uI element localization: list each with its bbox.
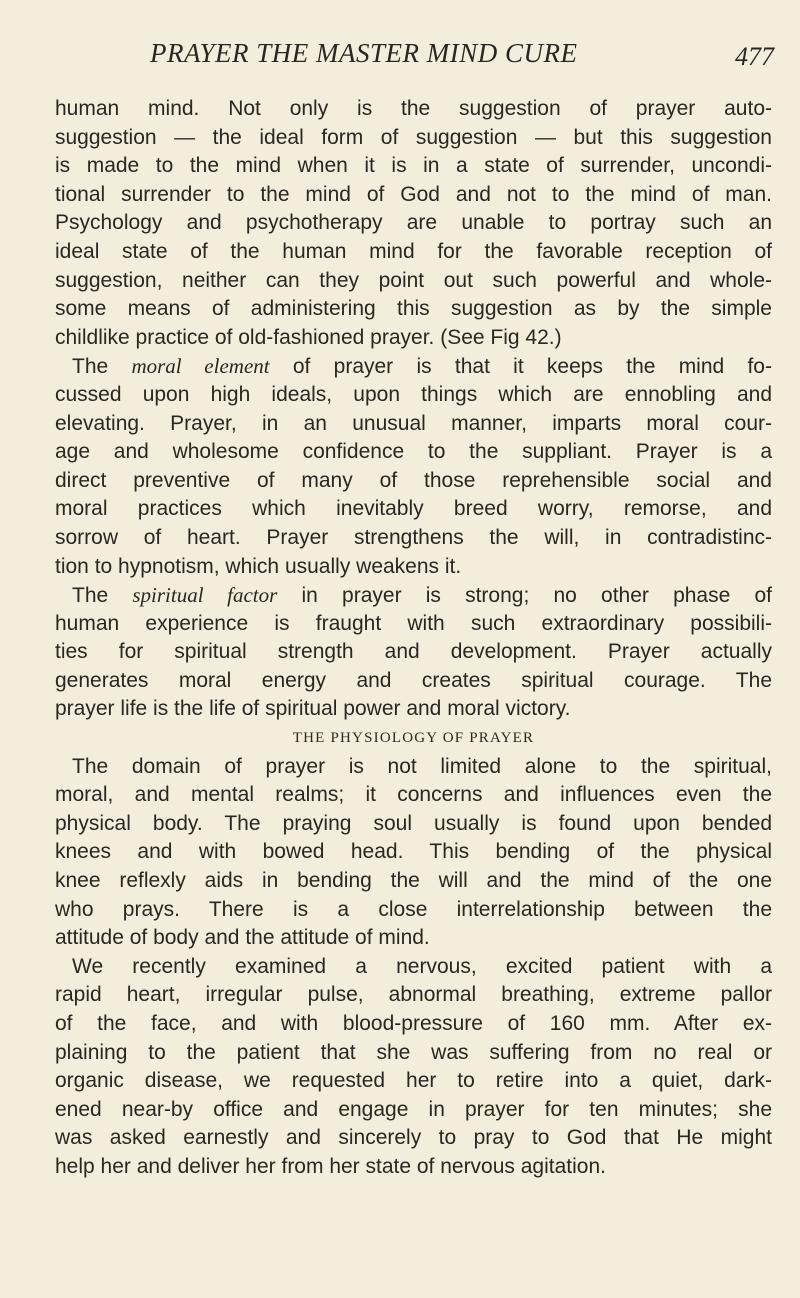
text-line: knee reflexly aids in bending the will and the mind of the one bbox=[55, 869, 772, 893]
text-line: of the face, and with blood-pressure of 160 mm. After ex- bbox=[55, 1012, 772, 1035]
text-line: cussed upon high ideals, upon things which are ennobling and bbox=[55, 382, 772, 406]
text-line: help her and deliver her from her state of nervous agitation. bbox=[55, 1154, 606, 1178]
running-title: PRAYER THE MASTER MIND CURE bbox=[150, 38, 578, 68]
text-line: knees and with bowed head. This bending of the physical bbox=[55, 840, 772, 864]
line-text: of prayer is that it keeps the mind fo- bbox=[269, 355, 772, 379]
text-line: attitude of body and the attitude of mind. bbox=[55, 926, 430, 950]
text-line: sorrow of heart. Prayer strengthens the will, in contradistinc- bbox=[55, 525, 772, 549]
text-line: ties for spiritual strength and development. Prayer actually bbox=[55, 640, 772, 664]
italic-phrase: spiritual factor bbox=[132, 583, 278, 608]
text-line: suggestion, neither can they point out such powerful and whole- bbox=[55, 268, 772, 292]
text-line: childlike practice of old-fashioned prayer. (See Fig 42.) bbox=[55, 325, 562, 349]
text-line: physical body. The praying soul usually is found upon bended bbox=[55, 811, 772, 835]
text-line: age and wholesome confidence to the suppliant. Prayer is a bbox=[55, 440, 772, 464]
text-line: ened near-by office and engage in prayer for ten minutes; she bbox=[55, 1097, 772, 1121]
text-line: some means of administering this suggestion as by the simple bbox=[55, 297, 772, 321]
text-line: who prays. There is a close interrelationship between the bbox=[55, 897, 772, 921]
text-line: We recently examined a nervous, excited patient with a bbox=[72, 954, 772, 978]
text-line: tional surrender to the mind of God and not to the mind of man. bbox=[55, 182, 772, 206]
text-line: ideal state of the human mind for the favorable reception of bbox=[55, 239, 772, 263]
text-line: was asked earnestly and sincerely to pray to God that He might bbox=[55, 1126, 772, 1150]
section-heading: THE PHYSIOLOGY OF PRAYER bbox=[292, 730, 535, 747]
line-text: The bbox=[72, 355, 132, 379]
text-line: human experience is fraught with such extraordinary possibili- bbox=[55, 611, 772, 635]
text-line: The domain of prayer is not limited alone to the spiritual, bbox=[72, 754, 772, 778]
line-text: in prayer is strong; no other phase of bbox=[277, 584, 772, 608]
text-line: suggestion — the ideal form of suggestion — but this suggestion bbox=[55, 125, 772, 149]
text-line: direct preventive of many of those reprehensible social and bbox=[55, 468, 772, 492]
text-line: moral practices which inevitably breed worry, remorse, and bbox=[55, 497, 772, 521]
text-line bbox=[55, 581, 772, 610]
text-line: tion to hypnotism, which usually weakens it. bbox=[55, 554, 462, 578]
text-line: is made to the mind when it is in a state of surrender, uncondi- bbox=[55, 154, 772, 178]
text-line: human mind. Not only is the suggestion of prayer auto- bbox=[55, 97, 772, 120]
page-number: 477 bbox=[735, 42, 774, 71]
text-line: plaining to the patient that she was suffering from no real or bbox=[55, 1040, 772, 1064]
text-line: Psychology and psychotherapy are unable to portray such an bbox=[55, 211, 772, 235]
text-line: moral, and mental realms; it concerns and influences even the bbox=[55, 783, 772, 807]
italic-phrase: moral element bbox=[131, 354, 270, 379]
text-line: generates moral energy and creates spiritual courage. The bbox=[55, 668, 772, 692]
text-line: rapid heart, irregular pulse, abnormal breathing, extreme pallor bbox=[55, 983, 772, 1007]
text-line: organic disease, we requested her to retire into a quiet, dark- bbox=[55, 1069, 772, 1093]
body-text bbox=[55, 95, 772, 1182]
text-line: elevating. Prayer, in an unusual manner, imparts moral cour- bbox=[55, 411, 772, 435]
text-line bbox=[55, 352, 772, 381]
text-line: prayer life is the life of spiritual power and moral victory. bbox=[55, 697, 571, 721]
line-text: The bbox=[72, 584, 133, 608]
